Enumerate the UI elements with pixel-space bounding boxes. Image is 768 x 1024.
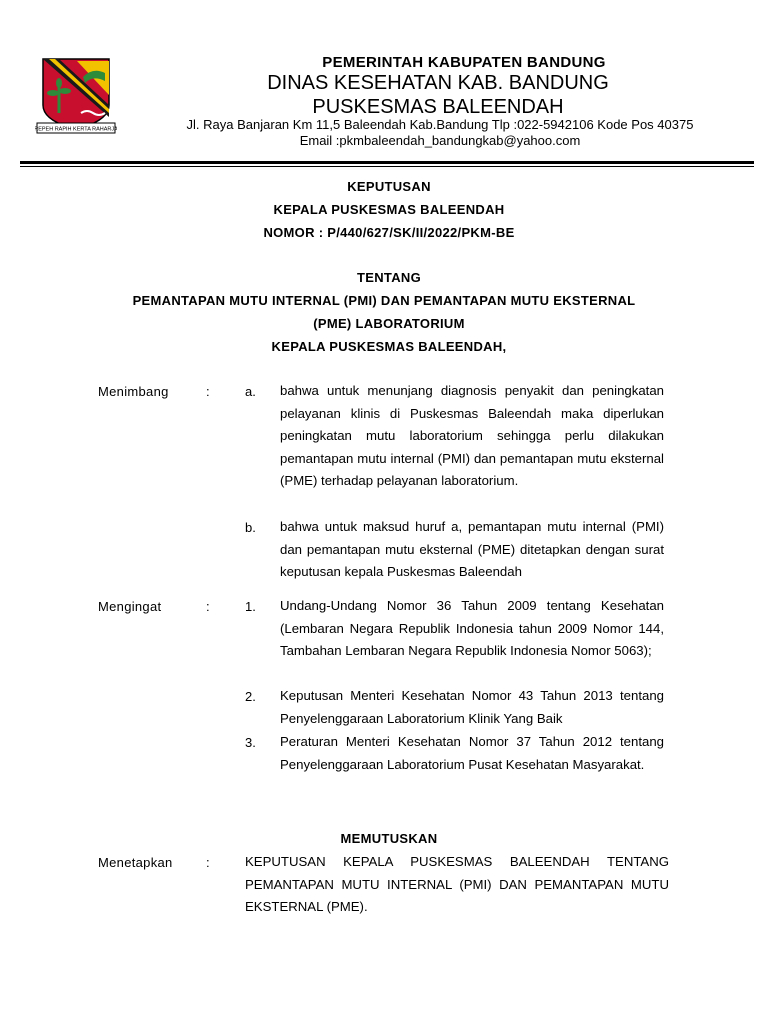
- menimbang-label: Menimbang: [98, 384, 169, 399]
- header-divider-thin: [20, 166, 754, 167]
- mengingat-label: Mengingat: [98, 599, 162, 614]
- header-divider-thick: [20, 161, 754, 164]
- menetapkan-text: KEPUTUSAN KEPALA PUSKESMAS BALEENDAH TENTANG PEMANTAPAN MUTU INTERNAL (PMI) DAN PEMANTAPAN MUTU EKSTERNAL (PME).: [245, 854, 669, 915]
- decide-heading: MEMUTUSKAN: [340, 831, 438, 846]
- mengingat-item-3-mark: 3.: [245, 735, 256, 750]
- menimbang-item-b-text: bahwa untuk maksud huruf a, pemantapan mutu internal (PMI) dan pemantapan mutu eksternal (PME) ditetapkan dengan surat keputusan kepala Puskesmas Baleendah: [280, 519, 664, 580]
- menimbang-item-a-mark: a.: [245, 384, 256, 399]
- menimbang-item-b-mark: b.: [245, 520, 256, 535]
- letterhead-address: Jl. Raya Banjaran Km 11,5 Baleendah Kab.Bandung Tlp :022-5942106 Kode Pos 40375: [186, 117, 694, 132]
- about-heading: TENTANG: [357, 270, 421, 285]
- mengingat-item-1-mark: 1.: [245, 599, 256, 614]
- decision-number: NOMOR : P/440/627/SK/II/2022/PKM-BE: [263, 225, 515, 240]
- letterhead-email: Email :pkmbaleendah_bandungkab@yahoo.com: [299, 133, 581, 148]
- menimbang-item-a-text: bahwa untuk menunjang diagnosis penyakit dan peningkatan pelayanan klinis di Puskesmas Baleendah maka diperlukan peningkatan mutu laboratorium sehingga perlu dilakukan pemantapan mutu internal (PMI) dan pemantapan mutu eksternal (PME) terhadap pelayanan laboratorium.: [280, 383, 664, 489]
- issuer-line: KEPALA PUSKESMAS BALEENDAH,: [271, 339, 507, 354]
- decision-heading: KEPUTUSAN: [347, 179, 431, 194]
- decision-issuer-heading: KEPALA PUSKESMAS BALEENDAH: [273, 202, 505, 217]
- letterhead-government: PEMERINTAH KABUPATEN BANDUNG: [322, 54, 606, 71]
- mengingat-colon: :: [206, 599, 210, 614]
- subject-line-1: PEMANTAPAN MUTU INTERNAL (PMI) DAN PEMANTAPAN MUTU EKSTERNAL: [132, 293, 636, 308]
- letterhead-agency: DINAS KESEHATAN KAB. BANDUNG: [267, 72, 609, 94]
- menetapkan-colon: :: [206, 855, 210, 870]
- subject-line-2: (PME) LABORATORIUM: [313, 316, 465, 331]
- logo-motto: REPEH RAPIH KERTA RAHARJA: [35, 126, 117, 133]
- mengingat-item-3-text: Peraturan Menteri Kesehatan Nomor 37 Tahun 2012 tentang Penyelenggaraan Laboratorium Pusat Kesehatan Masyarakat.: [280, 734, 664, 772]
- mengingat-item-1-text: Undang-Undang Nomor 36 Tahun 2009 tentang Kesehatan (Lembaran Negara Republik Indonesia tahun 2009 Nomor 144, Tambahan Lembaran Negara Republik Indonesia Nomor 5063);: [280, 598, 664, 659]
- bandung-regency-logo: [35, 55, 117, 137]
- menetapkan-label: Menetapkan: [98, 855, 173, 870]
- coat-of-arms-icon: [35, 55, 117, 137]
- letterhead-unit: PUSKESMAS BALEENDAH: [312, 96, 564, 118]
- mengingat-item-2-mark: 2.: [245, 689, 256, 704]
- mengingat-item-2-text: Keputusan Menteri Kesehatan Nomor 43 Tahun 2013 tentang Penyelenggaraan Laboratorium Klinik Yang Baik: [280, 688, 664, 726]
- menimbang-colon: :: [206, 384, 210, 399]
